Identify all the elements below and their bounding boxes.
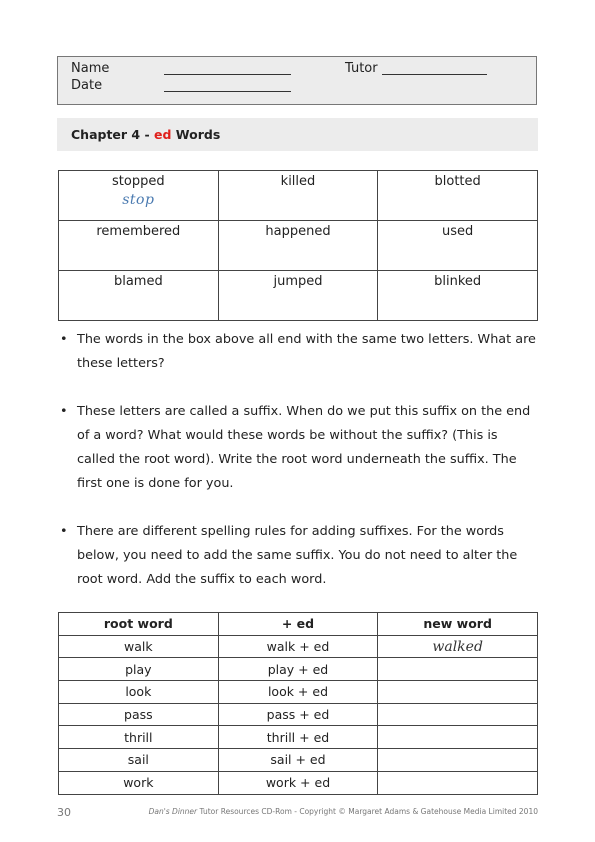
new-word-cell[interactable] [378,771,538,794]
root-word-cell: play [59,658,219,681]
instruction-text: There are different spelling rules for adding suffixes. For the words below, you need to add the same suffix. You do not need to alter the root word. Add the suffix to each word. [77,524,518,587]
table-row [59,726,538,749]
new-word-cell[interactable] [378,635,538,658]
word-text: stopped [112,174,165,189]
copyright-text: Tutor Resources CD-Rom - Copyright © Margaret Adams & Gatehouse Media Limited 2010 [197,807,538,816]
suffix-table-header [59,613,538,636]
name-label: Name [71,61,110,76]
word-text: killed [280,174,316,189]
instructions [58,328,538,616]
word-grid-row [59,271,538,321]
handwritten-root: stop [122,192,155,208]
copyright-notice [149,807,538,816]
plus-ed-cell: look + ed [218,681,378,704]
plus-ed-cell: sail + ed [218,749,378,772]
word-text: jumped [273,274,323,289]
new-word-cell[interactable] [378,703,538,726]
tutor-line[interactable] [382,74,487,75]
table-row [59,703,538,726]
word-text: used [442,224,474,239]
new-word-cell[interactable] [378,658,538,681]
date-label: Date [71,78,103,93]
tutor-label: Tutor [345,61,378,76]
page-number: 30 [57,806,71,819]
table-row [59,635,538,658]
root-word-cell: pass [59,703,219,726]
word-cell [378,271,538,321]
instruction-text: These letters are called a suffix. When do we put this suffix on the end of a word? What would these words be without the suffix? (This is called the root word). Write the root word underneath the suffix. The first one is done for you. [77,404,531,491]
root-word-cell: sail [59,749,219,772]
book-title: Dan's Dinner [148,807,198,816]
word-cell [59,221,219,271]
header-plus-ed: + ed [218,613,378,636]
word-text: remembered [96,224,181,239]
header-new-word: new word [378,613,538,636]
chapter-suffix: Words [171,127,221,142]
new-word-cell[interactable] [378,726,538,749]
chapter-prefix: Chapter 4 - [71,127,155,142]
word-cell [378,221,538,271]
table-row [59,658,538,681]
student-info-box [57,56,537,105]
root-word-cell: work [59,771,219,794]
word-cell [218,221,378,271]
instruction-text: The words in the box above all end with the same two letters. What are these letters? [77,332,536,371]
word-text: blotted [434,174,481,189]
chapter-title [57,118,538,151]
bullet-icon: • [60,524,68,539]
plus-ed-cell: thrill + ed [218,726,378,749]
plus-ed-cell: work + ed [218,771,378,794]
word-cell [218,271,378,321]
instruction-item [58,328,538,376]
table-row [59,681,538,704]
new-word-cell[interactable] [378,749,538,772]
word-cell [59,171,219,221]
name-line[interactable] [164,74,291,75]
word-grid-row [59,171,538,221]
word-text: blamed [113,274,163,289]
suffix-table [58,612,538,795]
root-word-cell: thrill [59,726,219,749]
table-row [59,749,538,772]
date-line[interactable] [164,91,291,92]
header-root-word: root word [59,613,219,636]
word-cell [59,271,219,321]
bullet-icon: • [60,404,68,419]
word-grid-row [59,221,538,271]
new-word-cell[interactable] [378,681,538,704]
plus-ed-cell: pass + ed [218,703,378,726]
word-cell [218,171,378,221]
handwritten-answer: walked [432,638,483,655]
chapter-highlight: ed [154,127,172,142]
word-text: blinked [434,274,482,289]
plus-ed-cell: walk + ed [218,635,378,658]
word-grid [58,170,538,321]
plus-ed-cell: play + ed [218,658,378,681]
root-word-cell: look [59,681,219,704]
instruction-item [58,520,538,592]
instruction-item [58,400,538,496]
word-text: happened [265,224,331,239]
word-cell [378,171,538,221]
bullet-icon: • [60,332,68,347]
root-word-cell: walk [59,635,219,658]
table-row [59,771,538,794]
